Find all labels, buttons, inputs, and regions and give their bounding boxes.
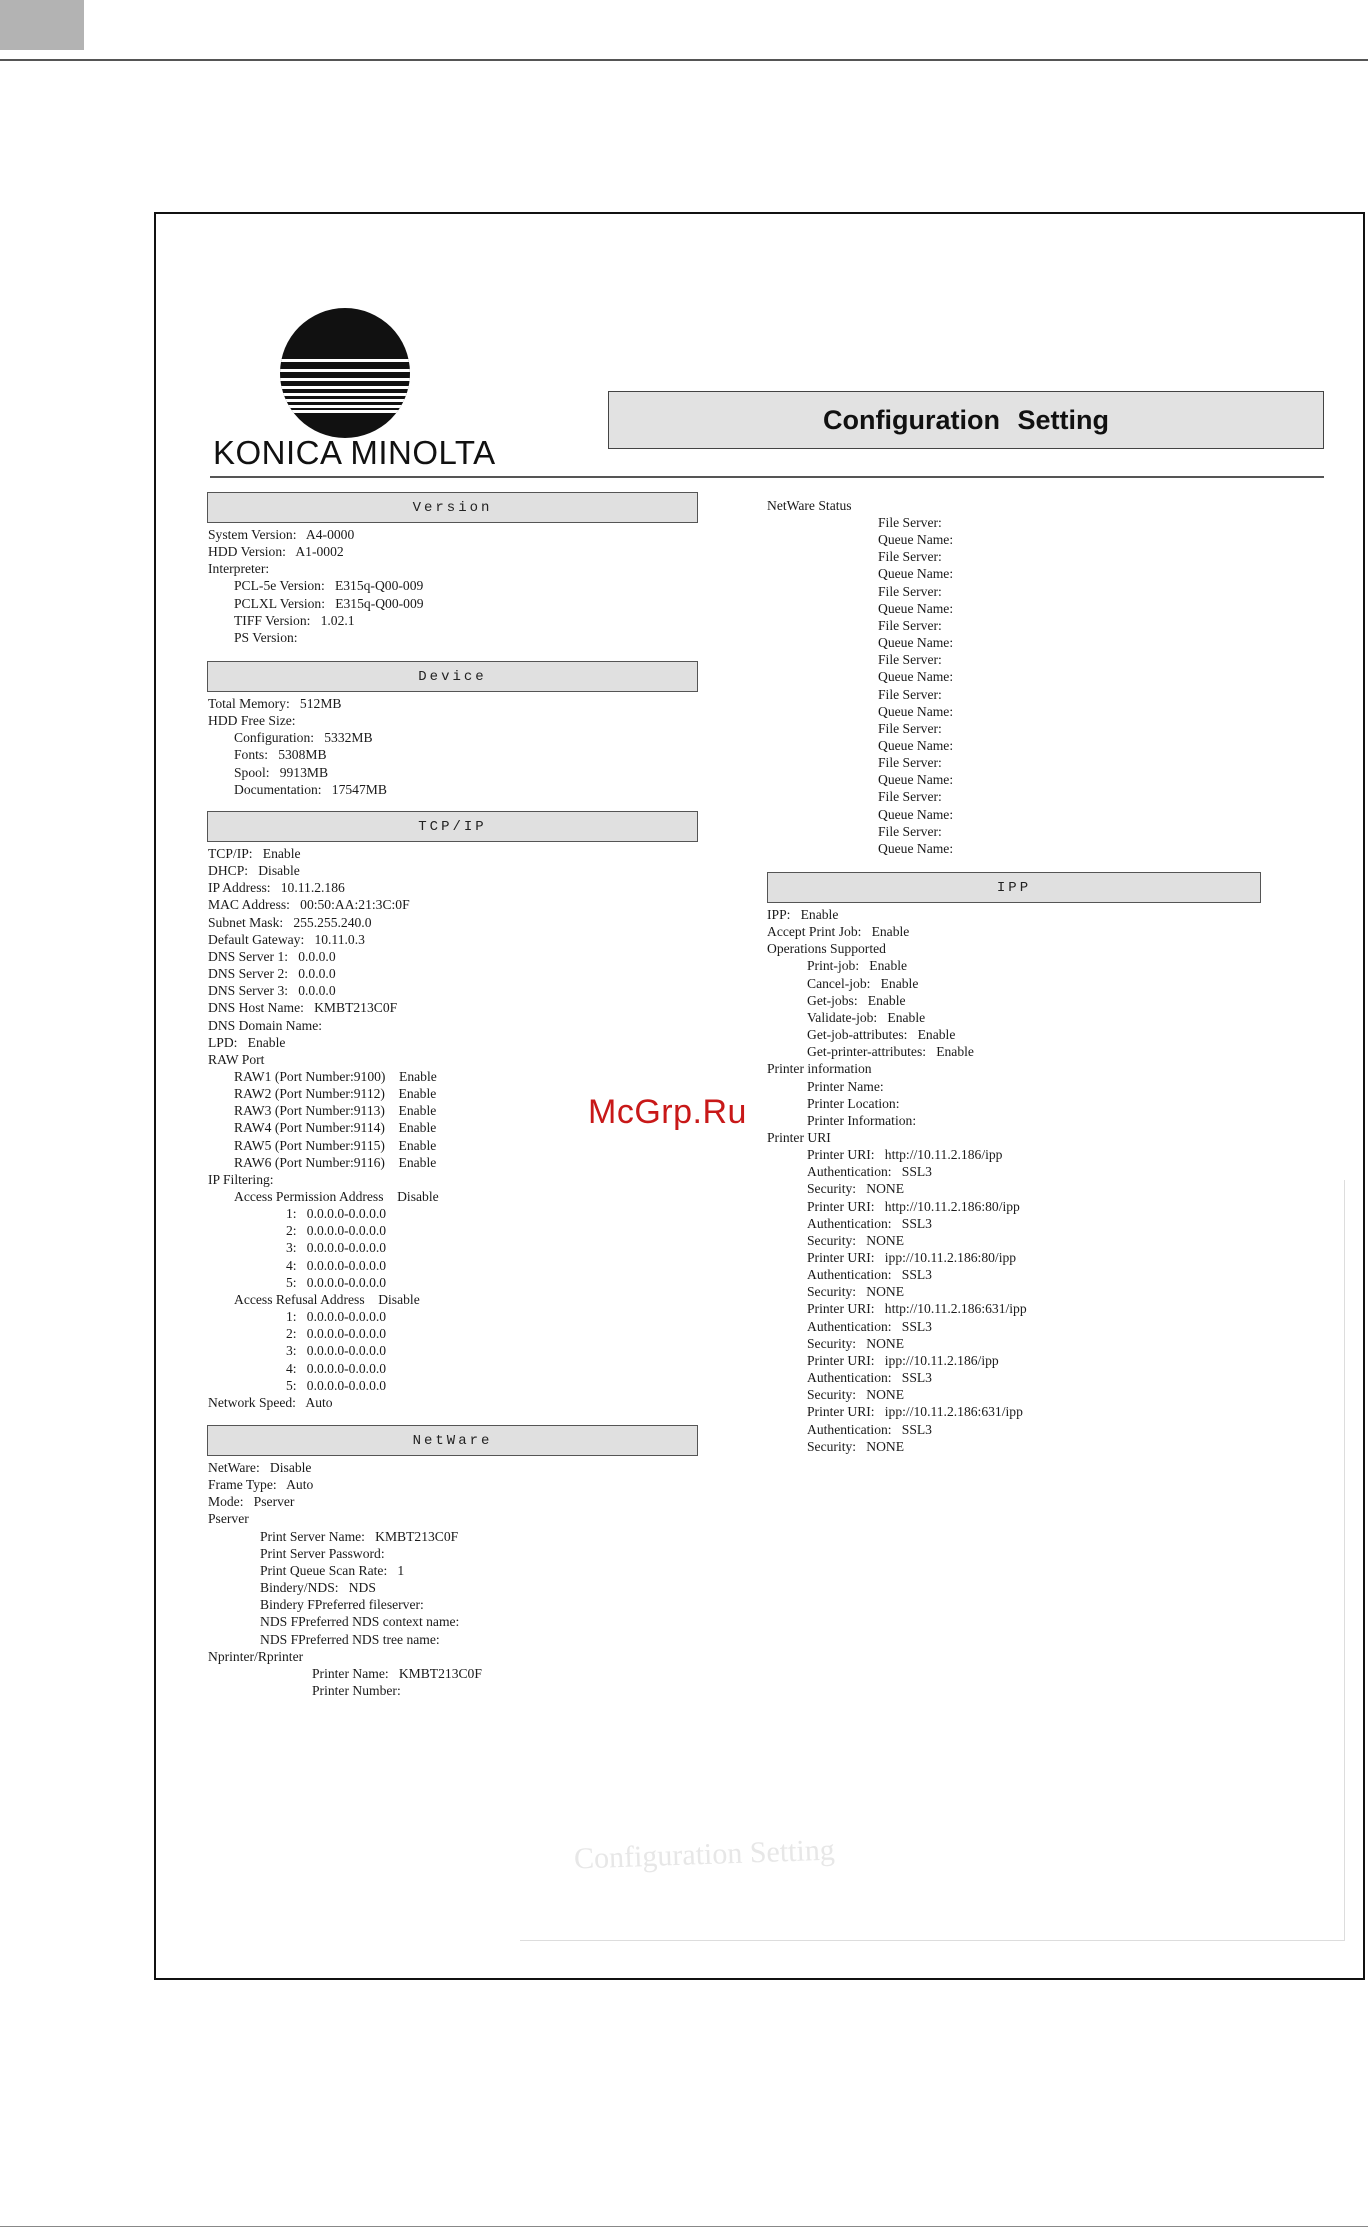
- ghost-text: Configuration Setting: [573, 1833, 836, 1876]
- netware-status-line: File Server:: [878, 583, 942, 599]
- tcp-ip-line: IP Address: 10.11.2.186: [208, 880, 345, 896]
- section-header-ipp: IPP: [767, 872, 1261, 903]
- ipp-line: Get-jobs: Enable: [807, 992, 906, 1008]
- tcp-ip-line: DNS Host Name: KMBT213C0F: [208, 1000, 398, 1016]
- netware-line: Nprinter/Rprinter: [208, 1648, 304, 1664]
- tcp-ip-line: RAW1 (Port Number:9100) Enable: [234, 1068, 437, 1084]
- tcp-ip-line: Access Refusal Address Disable: [234, 1291, 420, 1307]
- netware-status-line: File Server:: [878, 686, 942, 702]
- device-line: HDD Free Size:: [208, 713, 296, 729]
- tcp-ip-line: Access Permission Address Disable: [234, 1189, 439, 1204]
- netware-line: NDS FPreferred NDS tree name:: [260, 1631, 440, 1647]
- device-line: Documentation: 17547MB: [234, 781, 387, 797]
- tcp-ip-line: RAW6 (Port Number:9116) Enable: [234, 1154, 437, 1170]
- ipp-line: Printer Location:: [807, 1095, 900, 1111]
- ipp-line: Security: NONE: [807, 1387, 905, 1403]
- ipp-line: Authentication: SSL3: [807, 1370, 932, 1386]
- tcp-ip-line: 4: 0.0.0.0-0.0.0.0: [286, 1257, 387, 1273]
- version-line: PCLXL Version: E315q-Q00-009: [234, 595, 424, 611]
- tcp-ip-line: 2: 0.0.0.0-0.0.0.0: [286, 1223, 387, 1239]
- netware-status-line: Queue Name:: [878, 635, 954, 651]
- netware-status-line: File Server:: [878, 755, 942, 771]
- device-line: Fonts: 5308MB: [234, 747, 327, 763]
- section-header-device: Device: [207, 661, 698, 692]
- device-line: Spool: 9913MB: [234, 764, 329, 780]
- ipp-line: Authentication: SSL3: [807, 1318, 932, 1334]
- bottom-rule: [0, 2226, 1368, 2227]
- version-line: System Version: A4-0000: [208, 527, 355, 542]
- tcp-ip-line: IP Filtering:: [208, 1171, 274, 1187]
- tcp-ip-line: Subnet Mask: 255.255.240.0: [208, 914, 372, 930]
- tcp-ip-line: RAW5 (Port Number:9115) Enable: [234, 1137, 437, 1153]
- netware-line: Print Server Password:: [260, 1545, 385, 1561]
- netware-line: Frame Type: Auto: [208, 1477, 314, 1493]
- corner-tab: [0, 0, 84, 50]
- paper-bottom-edge: [520, 1940, 1345, 1941]
- netware-status-line: File Server:: [878, 652, 942, 668]
- ipp-line: Authentication: SSL3: [807, 1215, 932, 1231]
- netware-status-line: File Server:: [878, 789, 942, 805]
- watermark: McGrp.Ru: [588, 1093, 747, 1131]
- ipp-line: Print-job: Enable: [807, 958, 908, 974]
- tcp-ip-line: DNS Server 3: 0.0.0.0: [208, 983, 336, 999]
- top-rule: [0, 59, 1368, 61]
- netware-line: Pserver: [208, 1511, 249, 1527]
- tcp-ip-line: 5: 0.0.0.0-0.0.0.0: [286, 1377, 387, 1393]
- paper-edge: [1344, 1180, 1345, 1940]
- netware-status-line: Queue Name:: [878, 669, 954, 685]
- ipp-line: Printer URI: ipp://10.11.2.186:631/ipp: [807, 1404, 1023, 1420]
- netware-status-line: File Server:: [878, 823, 942, 839]
- ipp-line: Security: NONE: [807, 1335, 905, 1351]
- netware-line: Print Server Name: KMBT213C0F: [260, 1528, 459, 1544]
- ipp-line: Printer Information:: [807, 1112, 917, 1128]
- page-title-box: [608, 391, 1324, 449]
- netware-status-line: Queue Name:: [878, 840, 954, 856]
- netware-line: Printer Name: KMBT213C0F: [312, 1665, 482, 1681]
- netware-status-line: Queue Name:: [878, 806, 954, 822]
- tcp-ip-line: LPD: Enable: [208, 1034, 286, 1050]
- netware-line: Printer Number:: [312, 1682, 401, 1698]
- konica-minolta-globe-icon: [279, 307, 411, 439]
- ipp-line: Security: NONE: [807, 1438, 905, 1454]
- ipp-line: Authentication: SSL3: [807, 1421, 932, 1437]
- tcp-ip-line: RAW Port: [208, 1051, 265, 1067]
- netware-line: NetWare: Disable: [208, 1460, 312, 1475]
- tcp-ip-line: DNS Server 1: 0.0.0.0: [208, 948, 336, 964]
- tcp-ip-line: MAC Address: 00:50:AA:21:3C:0F: [208, 897, 410, 913]
- ipp-line: Authentication: SSL3: [807, 1164, 932, 1180]
- netware-status-line: Queue Name:: [878, 703, 954, 719]
- tcp-ip-line: DNS Server 2: 0.0.0.0: [208, 966, 336, 982]
- version-line: TIFF Version: 1.02.1: [234, 612, 355, 628]
- tcp-ip-line: 3: 0.0.0.0-0.0.0.0: [286, 1240, 387, 1256]
- tcp-ip-line: RAW2 (Port Number:9112) Enable: [234, 1086, 437, 1102]
- tcp-ip-line: Network Speed: Auto: [208, 1394, 333, 1410]
- tcp-ip-line: 5: 0.0.0.0-0.0.0.0: [286, 1274, 387, 1290]
- netware-status-title: NetWare Status: [767, 498, 852, 513]
- tcp-ip-line: DHCP: Disable: [208, 863, 300, 879]
- netware-status-line: File Server:: [878, 515, 942, 530]
- netware-status-line: Queue Name:: [878, 532, 954, 548]
- version-line: Interpreter:: [208, 561, 270, 577]
- ipp-line: Printer information: [767, 1061, 872, 1077]
- tcp-ip-line: DNS Domain Name:: [208, 1017, 323, 1033]
- ipp-line: Cancel-job: Enable: [807, 975, 919, 991]
- ipp-line: Operations Supported: [767, 941, 886, 957]
- brand-logo-text: KONICA MINOLTA: [213, 434, 496, 471]
- tcp-ip-line: RAW3 (Port Number:9113) Enable: [234, 1103, 437, 1119]
- tcp-ip-line: 1: 0.0.0.0-0.0.0.0: [286, 1206, 387, 1222]
- page-title: Configuration Setting: [823, 404, 1109, 435]
- ipp-line: Printer URI: http://10.11.2.186:631/ipp: [807, 1301, 1027, 1317]
- netware-status-line: Queue Name:: [878, 772, 954, 788]
- netware-status-line: Queue Name:: [878, 600, 954, 616]
- ipp-line: Printer URI: [767, 1129, 831, 1145]
- netware-status-line: File Server:: [878, 720, 942, 736]
- ipp-line: Security: NONE: [807, 1232, 905, 1248]
- ipp-line: Printer URI: ipp://10.11.2.186/ipp: [807, 1352, 999, 1368]
- ipp-line: IPP: Enable: [767, 907, 839, 922]
- ipp-line: Security: NONE: [807, 1181, 905, 1197]
- ipp-line: Security: NONE: [807, 1284, 905, 1300]
- ipp-line: Authentication: SSL3: [807, 1267, 932, 1283]
- version-line: PCL-5e Version: E315q-Q00-009: [234, 578, 424, 594]
- version-line: HDD Version: A1-0002: [208, 544, 344, 560]
- header-rule: [210, 476, 1324, 478]
- netware-line: Bindery/NDS: NDS: [260, 1580, 376, 1596]
- netware-line: NDS FPreferred NDS context name:: [260, 1614, 460, 1630]
- section-header-tcp-ip: TCP/IP: [207, 811, 698, 842]
- tcp-ip-line: 3: 0.0.0.0-0.0.0.0: [286, 1343, 387, 1359]
- device-line: Configuration: 5332MB: [234, 730, 373, 746]
- ipp-line: Printer Name:: [807, 1078, 884, 1094]
- tcp-ip-line: 1: 0.0.0.0-0.0.0.0: [286, 1309, 387, 1325]
- ipp-line: Validate-job: Enable: [807, 1009, 926, 1025]
- ipp-line: Get-job-attributes: Enable: [807, 1027, 956, 1043]
- tcp-ip-line: TCP/IP: Enable: [208, 846, 301, 861]
- device-line: Total Memory: 512MB: [208, 696, 342, 711]
- tcp-ip-line: 2: 0.0.0.0-0.0.0.0: [286, 1326, 387, 1342]
- tcp-ip-line: RAW4 (Port Number:9114) Enable: [234, 1120, 437, 1136]
- netware-line: Print Queue Scan Rate: 1: [260, 1562, 405, 1578]
- netware-line: Mode: Pserver: [208, 1494, 295, 1510]
- netware-line: Bindery FPreferred fileserver:: [260, 1597, 424, 1613]
- tcp-ip-line: Default Gateway: 10.11.0.3: [208, 931, 365, 947]
- ipp-line: Printer URI: http://10.11.2.186:80/ipp: [807, 1198, 1020, 1214]
- ipp-line: Get-printer-attributes: Enable: [807, 1044, 974, 1060]
- netware-status-line: Queue Name:: [878, 566, 954, 582]
- section-header-version: Version: [207, 492, 698, 523]
- version-line: PS Version:: [234, 629, 298, 645]
- ipp-line: Printer URI: ipp://10.11.2.186:80/ipp: [807, 1250, 1017, 1265]
- ipp-line: Accept Print Job: Enable: [767, 924, 910, 940]
- section-header-netware: NetWare: [207, 1425, 698, 1456]
- netware-status-line: Queue Name:: [878, 737, 954, 753]
- tcp-ip-line: 4: 0.0.0.0-0.0.0.0: [286, 1360, 387, 1376]
- netware-status-line: File Server:: [878, 549, 942, 565]
- ipp-line: Printer URI: http://10.11.2.186/ipp: [807, 1147, 1003, 1163]
- netware-status-line: File Server:: [878, 617, 942, 633]
